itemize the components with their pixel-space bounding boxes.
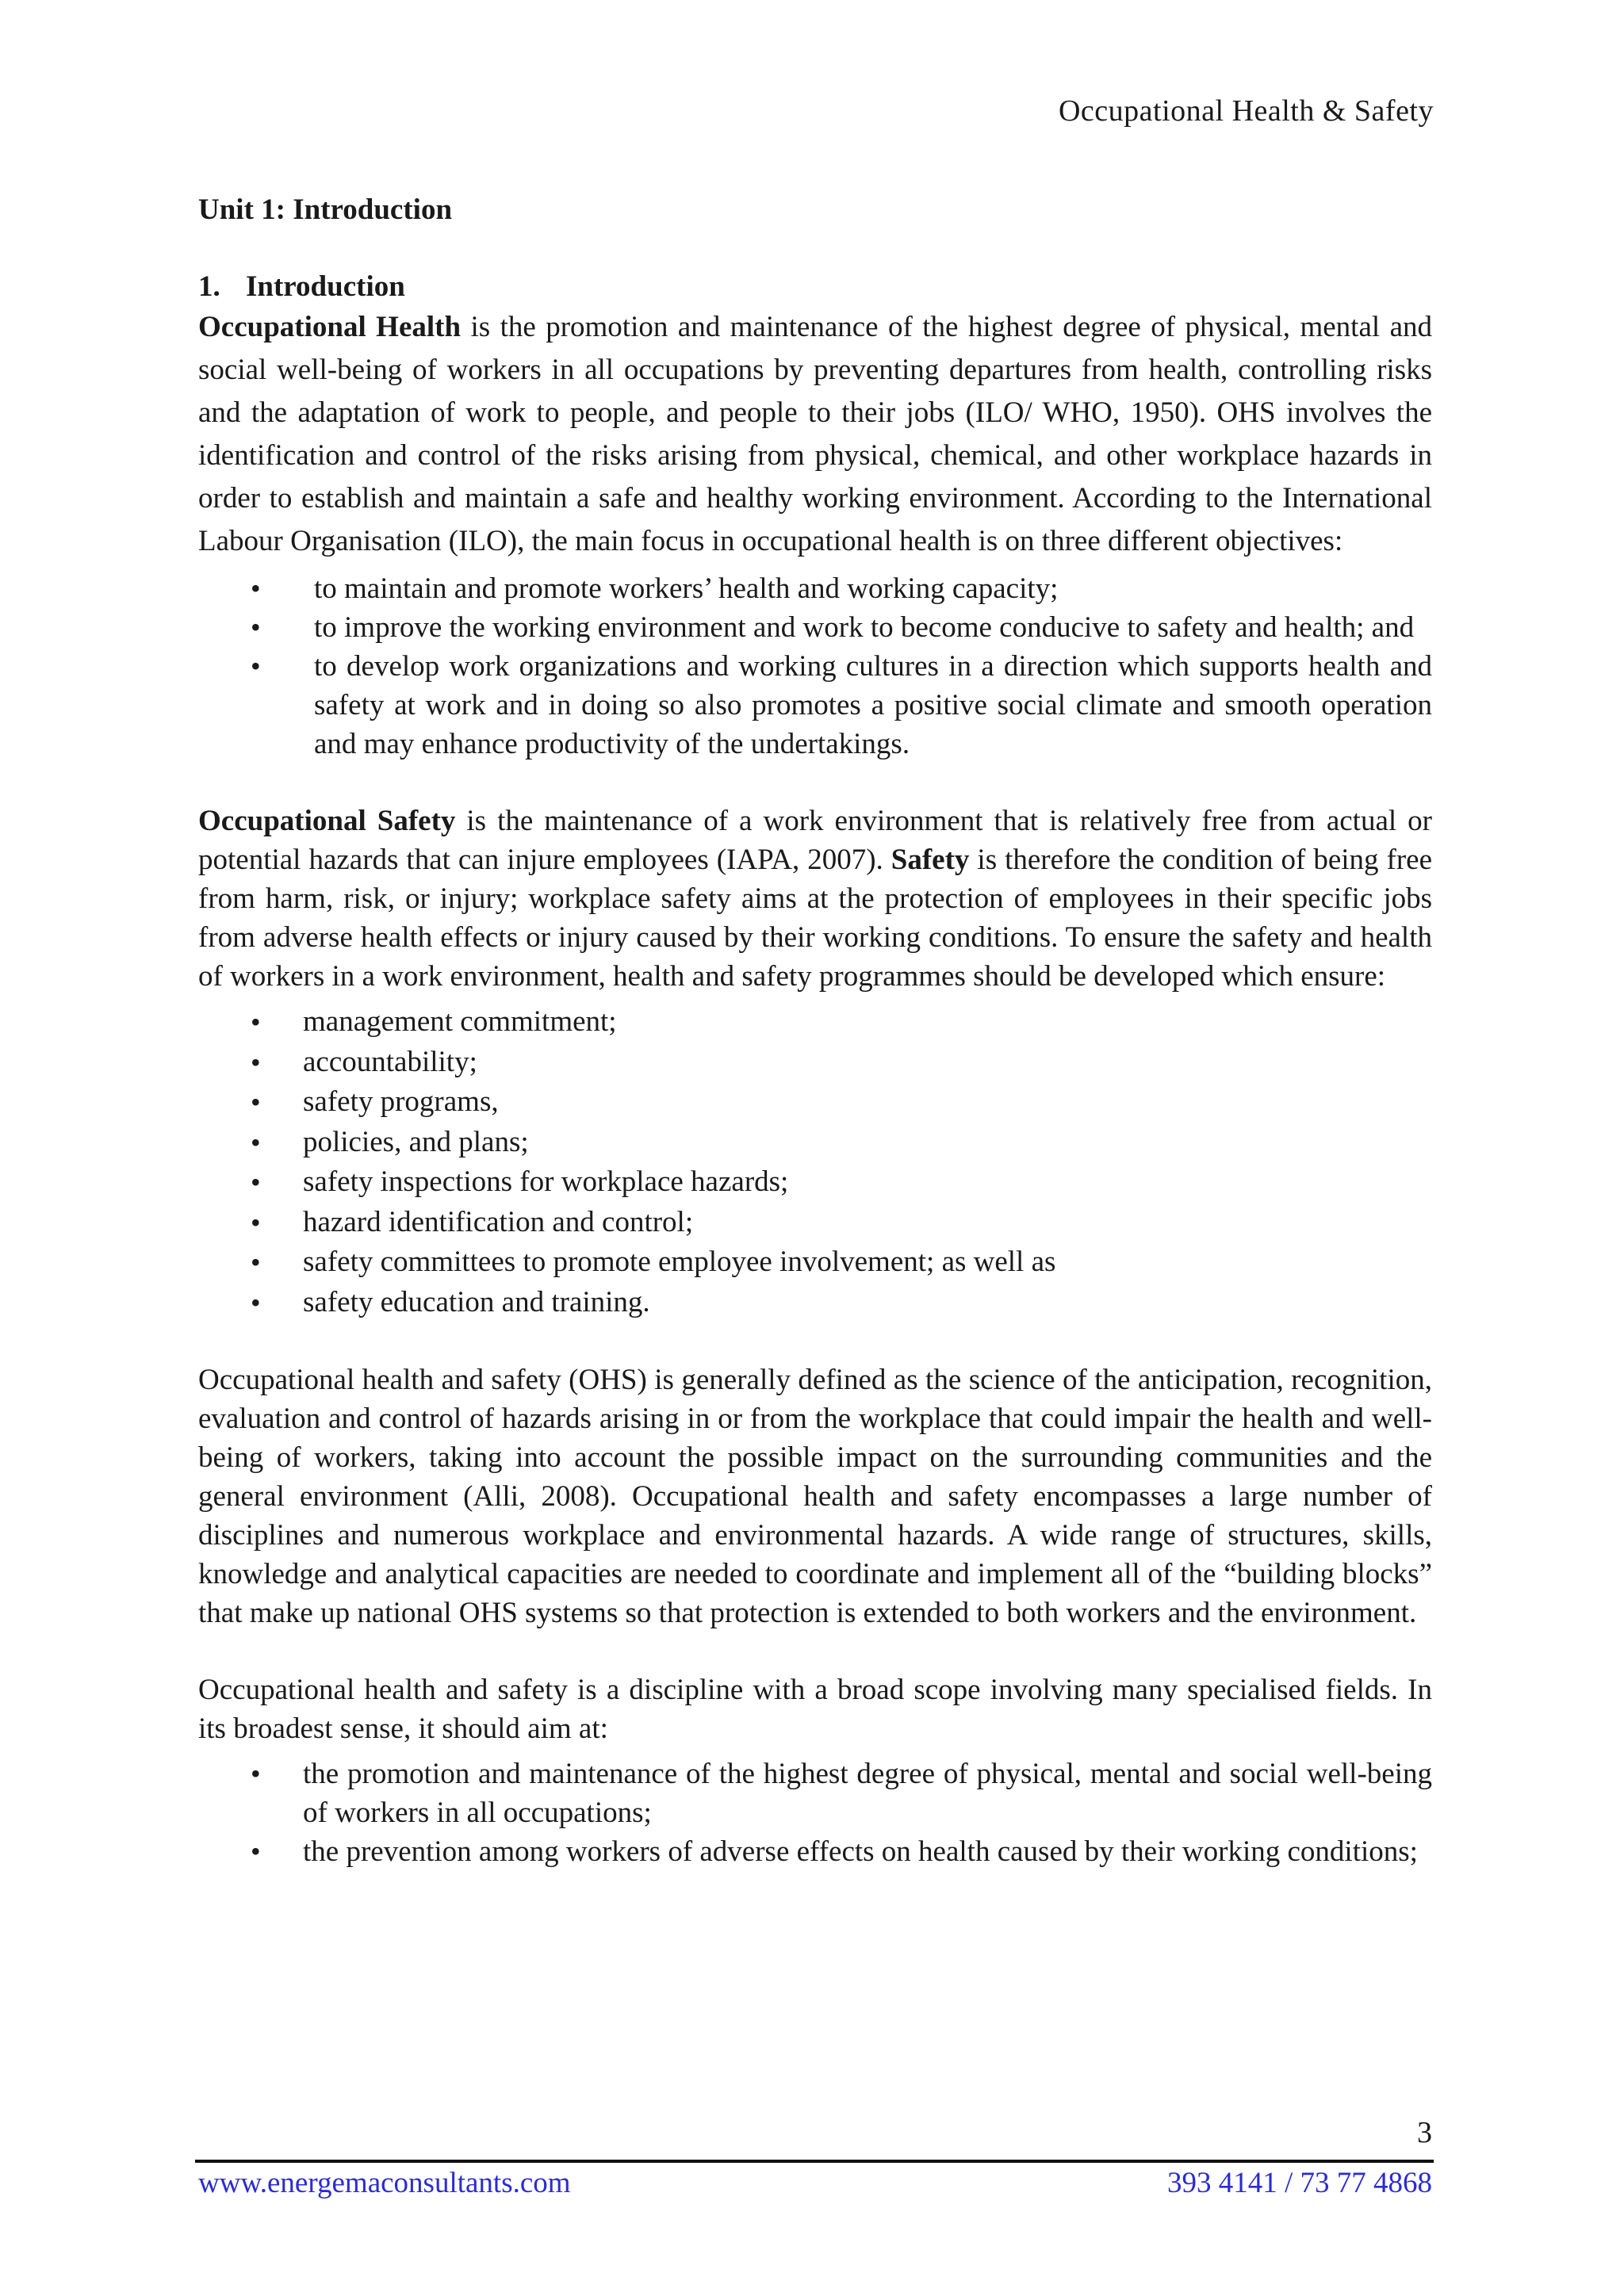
list-item: • safety committees to promote employee involvement; as well as bbox=[198, 1242, 1432, 1283]
objectives-list bbox=[198, 569, 1432, 763]
running-header: Occupational Health & Safety bbox=[1058, 94, 1434, 128]
section-title: Introduction bbox=[246, 270, 405, 303]
paragraph-occupational-safety bbox=[198, 802, 1432, 996]
term-safety: Safety bbox=[891, 844, 970, 876]
list-item: • safety inspections for workplace hazards; bbox=[198, 1162, 1432, 1203]
term-occupational-safety: Occupational Safety bbox=[198, 805, 456, 837]
spacer bbox=[198, 1632, 1432, 1670]
list-item: • hazard identification and control; bbox=[198, 1203, 1432, 1243]
list-item: • to develop work organizations and working cultures in a direction which supports health and safety at work and in doing so also promotes a positive social climate and smooth operation and may enhance productivity of the undertakings. bbox=[198, 647, 1432, 763]
section-heading bbox=[198, 267, 1432, 306]
list-item: • to maintain and promote workers’ health and working capacity; bbox=[198, 569, 1432, 608]
paragraph-ohs-scope: Occupational health and safety is a discipline with a broad scope involving many specialised fields. In its broadest sense, it should aim at: bbox=[198, 1674, 1432, 1745]
list-item: • the promotion and maintenance of the highest degree of physical, mental and social well-being of workers in all occupations; bbox=[198, 1755, 1432, 1832]
paragraph-occupational-health bbox=[198, 306, 1432, 563]
spacer bbox=[198, 1322, 1432, 1360]
list-item: • management commitment; bbox=[198, 1002, 1432, 1043]
page-content bbox=[198, 190, 1432, 1871]
list-item: • policies, and plans; bbox=[198, 1123, 1432, 1163]
list-item: • safety programs, bbox=[198, 1082, 1432, 1123]
unit-title: Unit 1: Introduction bbox=[198, 193, 453, 226]
footer-divider bbox=[195, 2160, 1434, 2163]
paragraph-ohs-definition: Occupational health and safety (OHS) is generally defined as the science of the anticipation, recognition, evaluation and control of hazards arising in or from the workplace that could impair the health and well-being of workers, taking into account the possible impact on the surrounding communities and the general environment (Alli, 2008). Occupational health and safety encompasses a large number of disciplines and numerous workplace and environmental hazards. A wide range of structures, skills, knowledge and analytical capacities are needed to coordinate and implement all of the “building blocks” that make up national OHS systems so that protection is extended to both workers and the environment. bbox=[198, 1364, 1432, 1629]
list-item: • the prevention among workers of adverse effects on health caused by their working conditions; bbox=[198, 1832, 1432, 1871]
scope-list bbox=[198, 1755, 1432, 1871]
paragraph-text: is therefore the condition of being free from harm, risk, or injury; workplace safety aims at the protection of employees in their specific jobs from adverse health effects or injury caused by their working conditions. To ensure the safety and health of workers in a work environment, health and safety programmes should be developed which ensure: bbox=[198, 844, 1432, 993]
footer-website-link[interactable]: www.energemaconsultants.com bbox=[198, 2167, 571, 2199]
programme-list bbox=[198, 1002, 1432, 1322]
page-number: 3 bbox=[1417, 2116, 1432, 2149]
list-item: • safety education and training. bbox=[198, 1283, 1432, 1323]
paragraph-text: is the promotion and maintenance of the highest degree of physical, mental and social well-being of workers in all occupations by preventing departures from health, controlling risks and the adaptation of work to people, and people to their jobs (ILO/ WHO, 1950). OHS involves the identification and control of the risks arising from physical, chemical, and other workplace hazards in order to establish and maintain a safe and healthy working environment. According to the International Labour Organisation (ILO), the main focus in occupational health is on three different objectives: bbox=[198, 311, 1432, 557]
section-number: 1. bbox=[198, 270, 220, 303]
list-item: • accountability; bbox=[198, 1043, 1432, 1083]
footer-phone: 393 4141 / 73 77 4868 bbox=[1166, 2167, 1432, 2199]
paragraph-text: is the maintenance of a work environment that is relatively free from actual or potential hazards that can injure employees (IAPA, 2007). bbox=[198, 805, 1432, 876]
spacer bbox=[198, 763, 1432, 802]
list-item: • to improve the working environment and work to become conducive to safety and health; and bbox=[198, 608, 1432, 647]
page-footer bbox=[198, 2166, 1432, 2200]
term-occupational-health: Occupational Health bbox=[198, 311, 462, 343]
